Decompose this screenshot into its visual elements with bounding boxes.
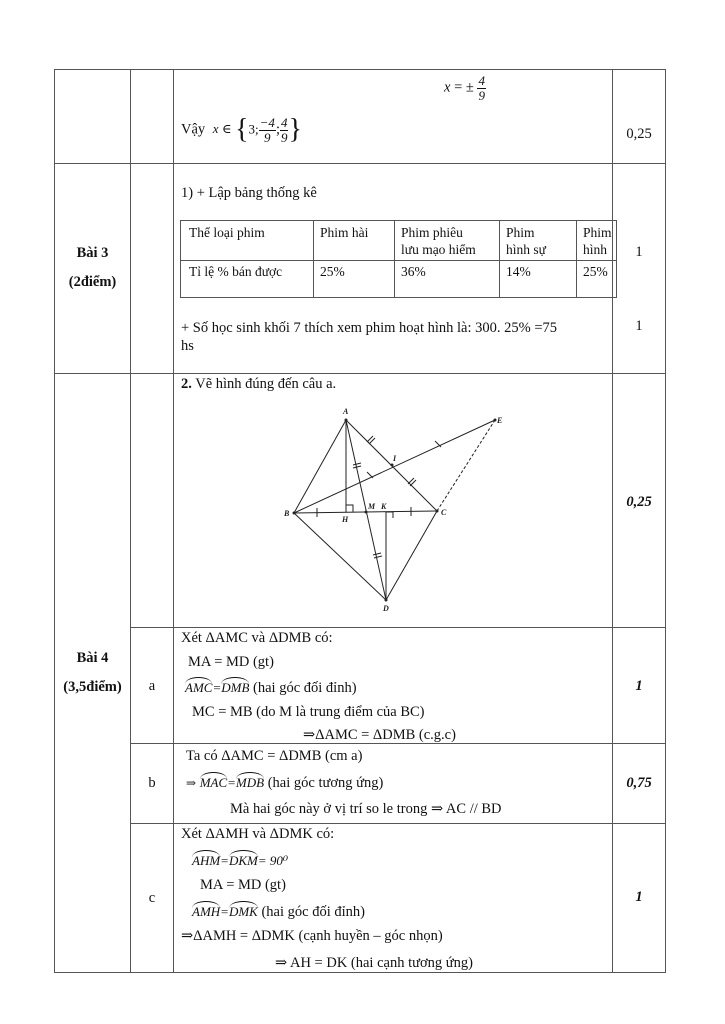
row-divider	[54, 373, 666, 374]
reason: (hai góc tương ứng)	[267, 775, 384, 791]
denominator: 9	[478, 87, 485, 103]
proof-line: Xét ΔAMC và ΔDMB có:	[181, 630, 333, 646]
table-header: Phim hài	[320, 225, 369, 240]
part-label: a	[148, 678, 156, 694]
draw-instruction	[181, 376, 336, 393]
angle: MDB	[235, 775, 265, 790]
point-D	[385, 599, 388, 602]
cell-divider	[499, 221, 500, 297]
proof-conclusion: Mà hai góc này ở vị trí so le trong ⇒ AC // BD	[230, 801, 502, 817]
col-divider	[130, 69, 131, 973]
table-header: hình sự	[506, 242, 546, 257]
proof-line: Xét ΔAMH và ΔDMK có:	[181, 826, 335, 842]
table-border-right	[665, 69, 666, 973]
table-cell: 36%	[401, 264, 426, 279]
equals: =	[220, 853, 229, 868]
proof-line: MA = MD (gt)	[188, 654, 274, 670]
problem-title: Bài 4	[76, 650, 109, 666]
fraction	[259, 116, 276, 144]
var-x: x	[444, 79, 451, 96]
reason: (hai góc đối đỉnh)	[261, 904, 365, 920]
set-prefix: x ∈	[212, 121, 232, 137]
right-angle-K	[386, 512, 393, 518]
reason: (hai góc đối đỉnh)	[253, 680, 357, 696]
tick-mark	[353, 463, 361, 465]
tick-mark	[367, 472, 373, 478]
angle: MAC	[199, 775, 228, 790]
proof-conclusion: ⇒ AH = DK (hai cạnh tương ứng)	[275, 955, 473, 971]
proof-line	[192, 904, 365, 921]
equation-x-plus-minus	[444, 74, 486, 102]
numerator: 4	[478, 73, 485, 88]
angle: AMC	[185, 680, 213, 695]
table-border-top	[54, 69, 666, 70]
score: 0,75	[626, 775, 652, 791]
proof-line	[192, 853, 288, 870]
segment-CD	[386, 511, 437, 600]
table-header: Phim phiêu	[401, 225, 463, 240]
problem-points: (2điểm)	[68, 274, 117, 290]
proof-line: Ta có ΔAMC = ΔDMB (cm a)	[186, 748, 363, 764]
angle: DKM	[228, 853, 258, 868]
angle: DMB	[221, 680, 250, 695]
col-divider	[173, 69, 174, 973]
item-text: Vẽ hình đúng đến câu a.	[195, 376, 337, 392]
table-header: lưu mạo hiểm	[401, 242, 476, 257]
score: 0,25	[626, 494, 652, 510]
angle: DMK	[228, 904, 258, 919]
table-cell: 14%	[506, 264, 531, 279]
conclusion-set	[181, 116, 302, 144]
proof-line: MA = MD (gt)	[200, 877, 286, 893]
problem-points: (3,5điểm)	[63, 679, 122, 695]
degree-value: = 90⁰	[257, 853, 289, 868]
score: 1	[635, 318, 643, 334]
segment-AB	[294, 420, 346, 513]
numerator: 4	[280, 115, 288, 130]
segment-BD	[294, 513, 386, 600]
table-header: Thể loại phim	[189, 225, 265, 240]
step-text: 1) + Lập bảng thống kê	[181, 185, 317, 201]
implies-arrow: ⇒	[186, 776, 197, 790]
cell-divider	[313, 221, 314, 297]
step-text: hs	[181, 338, 194, 354]
item-number: 2.	[181, 376, 192, 392]
cell-divider	[576, 221, 577, 297]
label-M: M	[368, 502, 376, 511]
point-I	[391, 464, 394, 467]
label-C: C	[441, 508, 447, 517]
separator: ;	[275, 121, 280, 138]
equals: =	[212, 680, 222, 695]
set-element: 3;	[248, 121, 259, 137]
fraction	[477, 74, 486, 102]
proof-line: ⇒ΔAMH = ΔDMK (cạnh huyền – góc nhọn)	[181, 928, 443, 944]
numerator: −4	[259, 115, 275, 130]
tick-mark	[373, 553, 381, 555]
table-header: Phim	[583, 225, 612, 240]
geometry-figure	[270, 400, 520, 615]
part-label: b	[148, 775, 156, 791]
label-B: B	[284, 509, 290, 518]
denominator: 9	[280, 129, 288, 145]
problem-title: Bài 3	[76, 245, 109, 261]
proof-conclusion: ⇒ΔAMC = ΔDMB (c.g.c)	[303, 727, 456, 743]
row-divider	[130, 823, 666, 824]
table-row-label: Tỉ lệ % bán được	[189, 264, 283, 279]
point-B	[293, 512, 296, 515]
cell-divider	[181, 260, 616, 261]
label-K: K	[381, 502, 387, 511]
segment-AD	[346, 420, 386, 600]
proof-line	[186, 775, 383, 792]
score: 1	[635, 244, 643, 260]
label-D: D	[383, 604, 389, 613]
col-divider	[612, 69, 613, 973]
equals: =	[220, 904, 229, 919]
table-header: Phim	[506, 225, 535, 240]
table-header: hình	[583, 242, 608, 257]
row-divider	[54, 163, 666, 164]
proof-line	[185, 680, 357, 697]
table-cell: 25%	[583, 264, 608, 279]
tick-mark	[374, 556, 382, 558]
right-angle-H	[346, 505, 353, 512]
angle: AHM	[192, 853, 221, 868]
angle: AMH	[192, 904, 221, 919]
statistics-table	[180, 220, 617, 298]
score: 1	[635, 889, 643, 905]
label-A: A	[343, 407, 349, 416]
label-H: H	[342, 515, 349, 524]
label-I: I	[393, 454, 397, 463]
plus-minus: = ±	[454, 79, 474, 96]
brace-close: }	[288, 114, 302, 146]
cell-divider	[394, 221, 395, 297]
score: 0,25	[626, 126, 652, 142]
label-E: E	[497, 416, 503, 425]
score: 1	[635, 678, 643, 694]
point-A	[345, 419, 348, 422]
proof-line: MC = MB (do M là trung điểm của BC)	[192, 704, 425, 720]
point-C	[436, 510, 439, 513]
part-label: c	[148, 890, 156, 906]
vay-text: Vậy	[181, 121, 206, 138]
row-divider	[130, 627, 666, 628]
equals: =	[227, 775, 236, 790]
denominator: 9	[264, 129, 271, 145]
table-cell: 25%	[320, 264, 345, 279]
brace-open: {	[235, 114, 249, 146]
step-text: + Số học sinh khối 7 thích xem phim hoạt hình là: 300. 25% =75	[181, 320, 558, 336]
col-divider	[54, 69, 55, 973]
